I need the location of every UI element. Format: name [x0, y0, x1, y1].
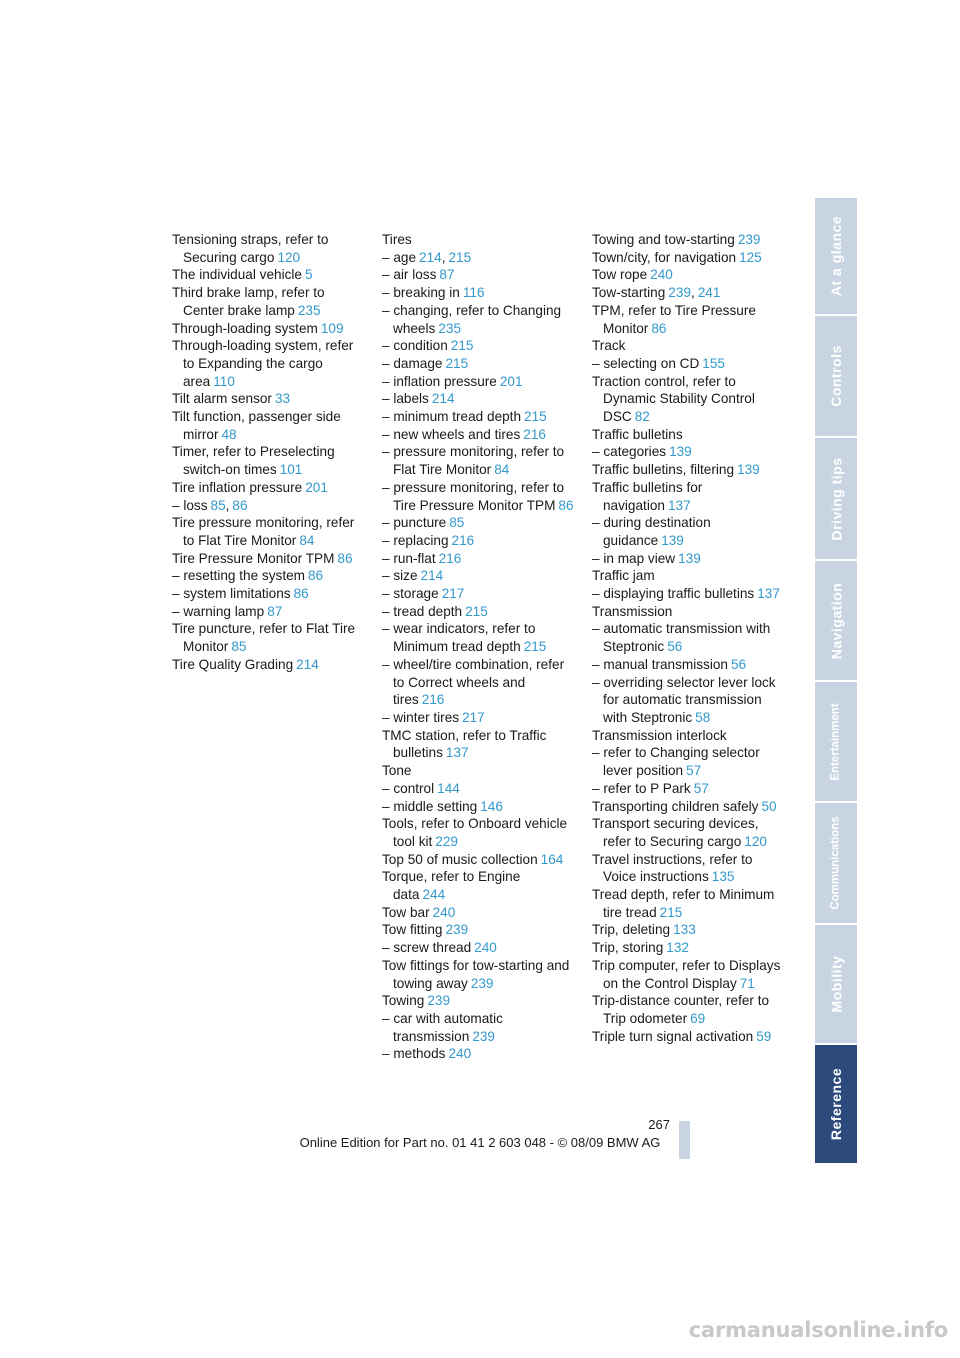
index-entry-term: Track	[592, 338, 626, 354]
index-entry	[592, 674, 784, 727]
page-reference-link[interactable]: 82	[634, 409, 650, 425]
index-entry	[172, 479, 364, 497]
index-entry	[172, 443, 364, 478]
index-entry-term: Traffic bulletins, filtering	[592, 462, 735, 478]
index-entry-term: Transporting children safely	[592, 798, 759, 814]
page-reference-link[interactable]: 155	[702, 355, 725, 371]
index-entry: Tow-starting 239, 241	[592, 285, 721, 301]
index-entry	[382, 620, 574, 655]
page-reference-link[interactable]: 215	[445, 355, 469, 371]
index-entry	[592, 744, 784, 779]
index-entry	[382, 266, 574, 284]
page-reference-link[interactable]: 86	[337, 550, 353, 566]
index-entry	[382, 921, 574, 939]
section-tab-entertainment[interactable]	[815, 682, 857, 801]
index-entry	[592, 567, 784, 585]
page-reference-link[interactable]: 139	[669, 444, 692, 460]
index-entry	[592, 355, 784, 373]
index-entry-term: Tow fittings for tow-starting and towing away	[382, 957, 570, 991]
page-reference-link[interactable]: 120	[744, 833, 767, 849]
index-entry-term: Traffic bulletins for navigation	[592, 479, 703, 513]
index-entry	[172, 567, 364, 585]
page-reference-link[interactable]: 101	[279, 462, 303, 478]
index-entry	[172, 231, 364, 266]
index-entry-term: – winter tires	[382, 709, 460, 725]
page-reference-link[interactable]: 201	[499, 373, 523, 389]
page-reference-link[interactable]: 120	[277, 249, 301, 265]
index-entry-term: Through-loading system	[172, 320, 318, 336]
index-entry-term: – tread depth	[382, 603, 463, 619]
index-entry	[382, 904, 574, 922]
page-reference-link[interactable]: 132	[666, 940, 689, 956]
index-entry-term: TPM, refer to Tire Pressure Monitor	[592, 302, 756, 336]
index-column-3	[592, 231, 784, 1045]
index-entry-term: Tire puncture, refer to Flat Tire Monitor	[172, 621, 356, 655]
index-entry-term: – refer to Changing selector lever position	[592, 745, 760, 779]
index-entry	[382, 656, 574, 709]
page-reference-link[interactable]: 229	[435, 833, 458, 849]
page-reference-link[interactable]: 139	[737, 462, 760, 478]
section-tab-mobility[interactable]	[815, 925, 857, 1043]
index-entry	[172, 656, 364, 674]
index-entry	[592, 550, 784, 568]
index-entry-term: Towing and tow-starting	[592, 232, 735, 247]
index-entry-term: – storage	[382, 586, 439, 602]
index-entry-term: – manual transmission	[592, 656, 728, 672]
index-entry-term: – in map view	[592, 550, 676, 566]
index-entry-term: – during destination guidance	[592, 515, 711, 548]
index-entry	[592, 461, 784, 479]
page-reference-link[interactable]: 216	[523, 426, 546, 442]
page-number: 267	[648, 1117, 670, 1132]
index-entry-term: Transport securing devices, refer to Securing cargo	[592, 816, 759, 849]
index-entry	[382, 709, 574, 727]
index-entry	[592, 815, 784, 850]
index-entry: – age 214, 215	[382, 249, 472, 265]
index-entry-term: – condition	[382, 338, 448, 354]
index-entry-term: Traffic jam	[592, 568, 655, 584]
index-entry-term: – replacing	[382, 532, 449, 548]
page-reference-link[interactable]: 5	[304, 267, 313, 283]
index-entry	[382, 443, 574, 478]
page-reference-link[interactable]: 48	[221, 426, 237, 442]
index-entry	[382, 284, 574, 302]
index-entry-term: – screw thread	[382, 940, 472, 956]
section-tab-label: Entertainment	[830, 702, 843, 781]
index-entry-term: Tilt alarm sensor	[172, 391, 272, 407]
section-tab-communications[interactable]	[815, 803, 857, 923]
page-reference-link[interactable]: 69	[690, 1010, 706, 1026]
page-reference-link[interactable]: 215	[523, 639, 547, 655]
index-entry-term: – new wheels and tires	[382, 426, 521, 442]
index-entry-term: – pressure monitoring, refer to Tire Pressure Monitor TPM	[382, 479, 565, 513]
index-entry-term: – control	[382, 780, 435, 796]
page-reference-link[interactable]: 241	[697, 285, 721, 301]
page-reference-link[interactable]: 56	[731, 656, 747, 672]
page-reference-link[interactable]: 235	[438, 320, 462, 336]
section-tab-driving-tips[interactable]	[815, 438, 857, 559]
page-reference-link[interactable]: 86	[558, 497, 574, 513]
index-entry	[382, 550, 574, 568]
index-entry-term: Tools, refer to Onboard vehicle tool kit	[382, 816, 568, 849]
index-entry	[592, 780, 784, 798]
index-entry-term: – inflation pressure	[382, 373, 497, 389]
index-entry	[172, 550, 364, 568]
index-entry-term: – system limitations	[172, 586, 291, 602]
page-reference-link[interactable]: 239	[445, 922, 469, 938]
index-entry-term: Trip, storing	[592, 940, 664, 956]
index-entry	[592, 798, 784, 816]
page-reference-link[interactable]: 164	[540, 851, 564, 867]
page-reference-link[interactable]: 86	[232, 497, 248, 513]
page-reference-link[interactable]: 240	[474, 940, 497, 956]
index-entry	[592, 479, 784, 514]
index-entry	[382, 426, 574, 444]
watermark: carmanualsonline.info	[688, 1318, 948, 1342]
index-entry	[382, 514, 574, 532]
index-entry-term: – run-flat	[382, 550, 436, 566]
index-entry-term: – size	[382, 568, 418, 584]
index-entry-term: Tow bar	[382, 904, 430, 920]
page-reference-link[interactable]: 214	[420, 568, 444, 584]
page-reference-link[interactable]: 86	[307, 568, 324, 584]
index-entry	[592, 921, 784, 939]
page-reference-link[interactable]: 139	[678, 550, 701, 566]
index-entry	[592, 514, 784, 549]
section-tab-label: Controls	[828, 345, 844, 407]
index-entry-term: Trip-distance counter, refer to Trip odometer	[592, 993, 770, 1026]
index-entry-term: – minimum tread depth	[382, 409, 522, 425]
index-entry-term: – puncture	[382, 515, 447, 531]
index-entry-term: Tread depth, refer to Minimum tire tread	[592, 887, 775, 920]
section-tab-label: At a glance	[828, 215, 845, 297]
page-reference-link[interactable]: 135	[711, 869, 735, 885]
index-entry-term: Top 50 of music collection	[382, 851, 538, 867]
page-reference-link[interactable]: 33	[274, 391, 291, 407]
page-reference-link[interactable]: 86	[651, 320, 667, 336]
page-reference-link[interactable]: 201	[305, 479, 328, 495]
index-entry-term: Tires	[382, 232, 412, 247]
page-reference-link[interactable]: 56	[667, 639, 683, 655]
index-entry	[172, 390, 364, 408]
index-entry-term: – damage	[382, 355, 443, 371]
page-reference-link[interactable]: 215	[465, 603, 488, 619]
index-entry	[592, 249, 784, 267]
page-reference-link[interactable]: 214	[296, 656, 319, 672]
index-entry	[592, 426, 784, 444]
index-entry-term: – labels	[382, 391, 429, 407]
page-reference-link[interactable]: 110	[213, 373, 235, 389]
index-entry	[172, 320, 364, 338]
index-entry-term: Tire inflation pressure	[172, 479, 303, 495]
index-entry-term: – age	[382, 249, 417, 265]
page-reference-link[interactable]: 215	[450, 338, 474, 354]
index-entry-term: – resetting the system	[172, 568, 305, 584]
page-reference-link[interactable]: 137	[757, 586, 780, 602]
index-entry-term: – selecting on CD	[592, 355, 700, 371]
index-entry	[592, 373, 784, 426]
index-entry	[382, 992, 574, 1010]
index-entry	[592, 939, 784, 957]
footer-text: Online Edition for Part no. 01 41 2 603 048 - © 08/09 BMW AG	[299, 1135, 661, 1150]
index-entry	[382, 762, 574, 780]
page-reference-link[interactable]: 215	[659, 904, 683, 920]
index-entry: – loss 85, 86	[172, 497, 248, 513]
index-entry-term: Trip, deleting	[592, 922, 671, 938]
index-entry-term: Tow-starting	[592, 285, 666, 301]
index-entry-term: – middle setting	[382, 798, 478, 814]
page-reference-link[interactable]: 133	[673, 922, 696, 938]
index-entry	[382, 231, 574, 249]
index-entry-term: Tensioning straps, refer to Securing cargo	[172, 232, 329, 265]
page-reference-link[interactable]: 109	[320, 320, 344, 336]
index-entry	[592, 957, 784, 992]
index-column-2	[382, 231, 574, 1063]
index-entry	[592, 585, 784, 603]
index-entry-term: Tire pressure monitoring, refer to Flat Tire Monitor	[172, 515, 355, 548]
index-entry-term: Tow rope	[592, 267, 648, 283]
index-entry	[382, 603, 574, 621]
page-reference-link[interactable]: 214	[431, 391, 455, 407]
index-entry-term: Tilt function, passenger side mirror	[172, 409, 341, 442]
index-entry	[172, 337, 364, 390]
index-entry-term: Torque, refer to Engine data	[382, 869, 521, 903]
page-reference-link[interactable]: 217	[441, 586, 465, 602]
index-entry-term: Third brake lamp, refer to Center brake lamp	[172, 285, 325, 318]
index-entry	[382, 373, 574, 391]
index-entry	[172, 514, 364, 549]
index-entry	[592, 337, 784, 355]
page-reference-link[interactable]: 71	[739, 975, 755, 991]
section-tab-navigation[interactable]	[815, 561, 857, 680]
page-reference-link[interactable]: 85	[231, 639, 247, 655]
page-reference-link[interactable]: 84	[299, 532, 315, 548]
page-reference-link[interactable]: 139	[661, 532, 684, 548]
index-entry	[592, 1028, 784, 1046]
index-entry	[382, 337, 574, 355]
index-entry	[592, 603, 784, 621]
index-entry	[592, 266, 784, 284]
page-reference-link[interactable]: 137	[445, 745, 469, 761]
index-entry	[592, 727, 784, 745]
page-reference-link[interactable]: 57	[693, 780, 709, 796]
index-entry-term: – pressure monitoring, refer to Flat Tire Monitor	[382, 444, 565, 478]
index-entry	[592, 851, 784, 886]
index-entry	[382, 479, 574, 514]
index-entry	[172, 408, 364, 443]
index-entry	[592, 656, 784, 674]
index-entry	[382, 1045, 574, 1063]
page-reference-link[interactable]: 125	[739, 249, 762, 265]
index-entry-term: – car with automatic transmission	[382, 1010, 503, 1044]
page-reference-link[interactable]: 87	[267, 603, 283, 619]
index-entry	[382, 390, 574, 408]
index-entry-term: – loss	[172, 497, 208, 513]
index-entry-term: Towing	[382, 993, 425, 1009]
index-entry-term: – air loss	[382, 267, 437, 283]
page-reference-link[interactable]: 146	[480, 798, 503, 814]
index-entry	[382, 851, 574, 869]
section-tabs	[815, 198, 857, 1165]
index-entry-term: – automatic transmission with Steptronic	[592, 621, 771, 655]
index-entry	[382, 408, 574, 426]
index-entry-term: – methods	[382, 1046, 446, 1062]
index-entry-term: – categories	[592, 444, 667, 460]
section-tab-label: Mobility	[828, 955, 845, 1013]
index-entry-term: Through-loading system, refer to Expanding the cargo area	[172, 338, 354, 389]
index-entry-term: – refer to P Park	[592, 780, 691, 796]
page-reference-link[interactable]: 217	[462, 709, 485, 725]
index-entry	[592, 231, 784, 249]
section-tab-label: Navigation	[828, 582, 845, 659]
section-tab-label: Communications	[830, 816, 843, 910]
index-entry	[592, 992, 784, 1027]
index-entry-term: – changing, refer to Changing wheels	[382, 302, 562, 336]
page-reference-link[interactable]: 215	[524, 409, 547, 425]
index-entry	[382, 727, 574, 762]
page-reference-link[interactable]: 216	[421, 692, 445, 708]
page-reference-link[interactable]: 57	[686, 763, 702, 779]
index-entry	[172, 266, 364, 284]
index-entry	[382, 302, 574, 337]
page-reference-link[interactable]: 215	[448, 249, 472, 265]
index-entry	[382, 957, 574, 992]
page-reference-link[interactable]: 235	[297, 302, 321, 318]
index-entry	[382, 532, 574, 550]
page-reference-link[interactable]: 239	[472, 1028, 495, 1044]
page-reference-link[interactable]: 244	[422, 887, 446, 903]
page-reference-link[interactable]: 214	[419, 249, 442, 265]
index-entry-term: Timer, refer to Preselecting switch-on times	[172, 444, 335, 478]
index-entry-term: Traction control, refer to Dynamic Stability Control DSC	[592, 373, 755, 425]
page-reference-link[interactable]: 84	[494, 462, 510, 478]
index-entry	[382, 780, 574, 798]
index-column-1	[172, 231, 364, 674]
index-entry-term: – displaying traffic bulletins	[592, 586, 755, 602]
page-reference-link[interactable]: 116	[462, 285, 485, 301]
index-entry-term: – warning lamp	[172, 603, 265, 619]
index-entry	[172, 284, 364, 319]
index-entry	[172, 603, 364, 621]
page-reference-link[interactable]: 58	[695, 709, 711, 725]
index-entry-term: Travel instructions, refer to Voice instructions	[592, 851, 753, 885]
index-entry-term: Tire Pressure Monitor TPM	[172, 550, 335, 566]
page-reference-link[interactable]: 240	[432, 904, 456, 920]
page-reference-link[interactable]: 239	[668, 285, 691, 301]
index-entry	[382, 355, 574, 373]
index-entry-term: Tone	[382, 763, 412, 779]
index-entry	[592, 620, 784, 655]
page-reference-link[interactable]: 144	[437, 780, 460, 796]
index-entry	[382, 868, 574, 903]
page-reference-link[interactable]: 239	[427, 993, 451, 1009]
page-reference-link[interactable]: 239	[737, 232, 761, 247]
index-entry	[172, 620, 364, 655]
index-entry-term: – breaking in	[382, 285, 460, 301]
section-tab-controls[interactable]	[815, 316, 857, 436]
index-entry-term: TMC station, refer to Traffic bulletins	[382, 727, 547, 761]
page-reference-link[interactable]: 87	[439, 267, 455, 283]
index-entry-term: Tire Quality Grading	[172, 656, 294, 672]
index-entry	[592, 886, 784, 921]
index-entry-term: The individual vehicle	[172, 267, 302, 283]
page-reference-link[interactable]: 85	[449, 515, 465, 531]
index-entry-term: Transmission	[592, 603, 673, 619]
page-reference-link[interactable]: 240	[650, 267, 673, 283]
page-reference-link[interactable]: 50	[761, 798, 777, 814]
index-entry	[382, 567, 574, 585]
index-entry	[382, 798, 574, 816]
index-entry	[592, 443, 784, 461]
page-reference-link[interactable]: 216	[438, 550, 462, 566]
index-entry-term: Tow fitting	[382, 922, 443, 938]
index-entry-term: – wear indicators, refer to Minimum tread depth	[382, 621, 536, 655]
section-tab-label: Driving tips	[828, 456, 845, 541]
page-reference-link[interactable]: 85	[210, 497, 226, 513]
page-reference-link[interactable]: 239	[470, 975, 494, 991]
index-entry	[382, 585, 574, 603]
section-tab-at-a-glance[interactable]	[815, 198, 857, 314]
index-entry-term: Transmission interlock	[592, 727, 727, 743]
index-entry	[382, 939, 574, 957]
index-entry-term: – overriding selector lever lock for automatic transmission with Steptronic	[592, 674, 776, 725]
index-entry-term: – wheel/tire combination, refer to Correct wheels and tires	[382, 656, 565, 708]
index-entry	[382, 815, 574, 850]
index-entry-term: Traffic bulletins	[592, 426, 683, 442]
page-reference-link[interactable]: 86	[293, 586, 309, 602]
page-reference-link[interactable]: 240	[448, 1046, 472, 1062]
index-entry	[172, 585, 364, 603]
page-reference-link[interactable]: 137	[667, 497, 691, 513]
index-entry	[592, 302, 784, 337]
index-entry-term: Triple turn signal activation	[592, 1028, 754, 1044]
index-entry-term: Trip computer, refer to Displays on the Control Display	[592, 957, 781, 991]
index-entry	[382, 1010, 574, 1045]
index-entry-term: Town/city, for navigation	[592, 249, 737, 265]
section-tab-label: Reference	[828, 1067, 845, 1141]
page-reference-link[interactable]: 216	[451, 532, 475, 548]
page-reference-link[interactable]: 59	[756, 1028, 772, 1044]
